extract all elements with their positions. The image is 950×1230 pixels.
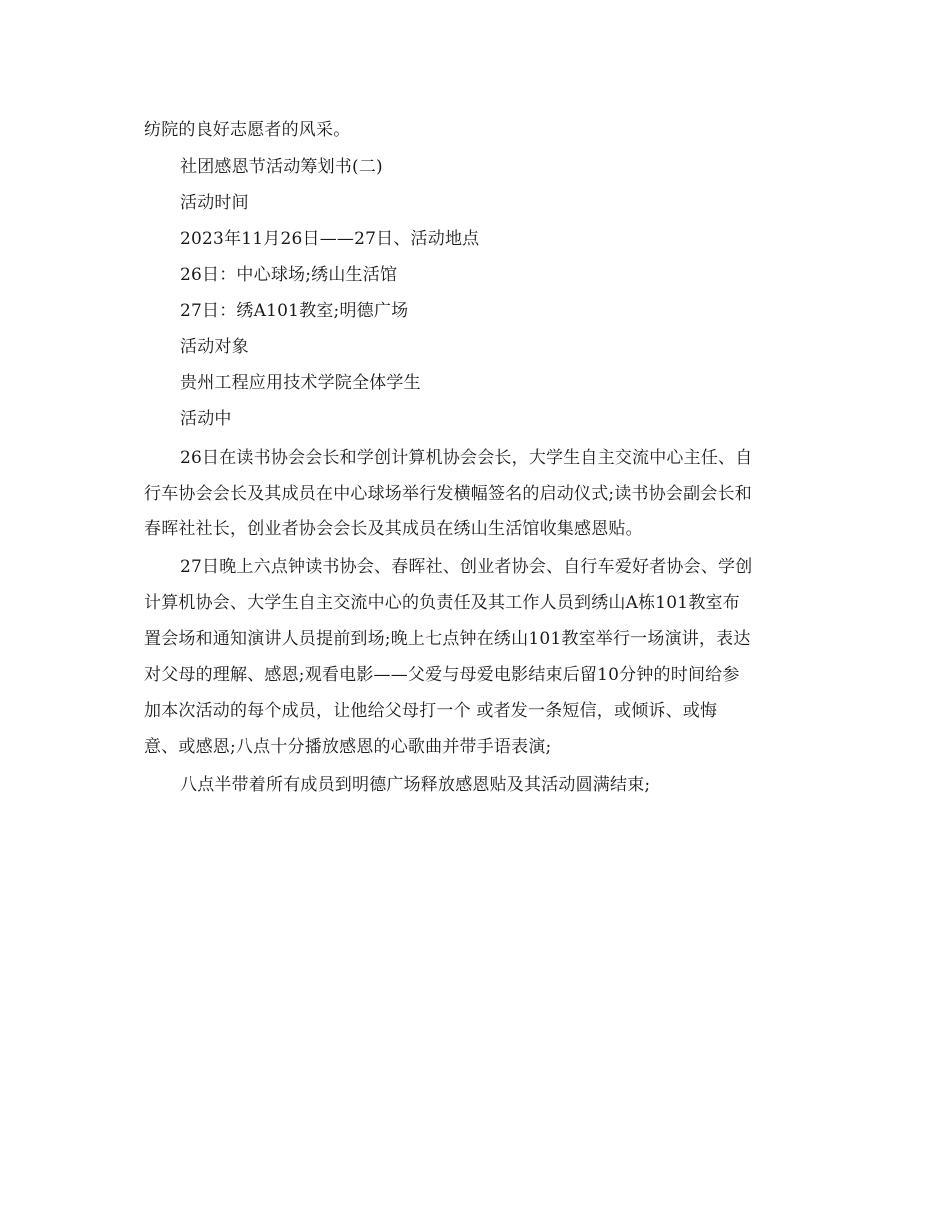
heading-activity: 活动中 — [180, 409, 232, 429]
text-line: 27日：绣A101教室;明德广场 — [180, 301, 409, 321]
paragraph-line: 八点半带着所有成员到明德广场释放感恩贴及其活动圆满结束; — [180, 775, 651, 795]
paragraph-line: 行车协会会长及其成员在中心球场举行发横幅签名的启动仪式;读书协会副会长和 — [144, 484, 752, 504]
text-line: 贵州工程应用技术学院全体学生 — [180, 373, 421, 393]
heading-time: 活动时间 — [180, 193, 249, 213]
text-line: 26日：中心球场;绣山生活馆 — [180, 265, 398, 285]
paragraph-line: 计算机协会、大学生自主交流中心的负责任及其工作人员到绣山A栋101教室布 — [144, 593, 740, 613]
section-title: 社团感恩节活动筹划书(二) — [180, 157, 383, 177]
paragraph-line: 26日在读书协会会长和学创计算机协会会长，大学生自主交流中心主任、自 — [180, 448, 753, 468]
paragraph-line: 对父母的理解、感恩;观看电影——父爱与母爱电影结束后留10分钟的时间给参 — [144, 665, 740, 685]
paragraph-line: 意、或感恩;八点十分播放感恩的心歌曲并带手语表演; — [144, 737, 552, 757]
heading-audience: 活动对象 — [180, 337, 249, 357]
paragraph-line: 置会场和通知演讲人员提前到场;晚上七点钟在绣山101教室举行一场演讲，表达 — [144, 629, 751, 649]
text-line: 2023年11月26日——27日、活动地点 — [180, 229, 480, 249]
text-line: 纺院的良好志愿者的风采。 — [144, 120, 351, 140]
paragraph-line: 春晖社社长，创业者协会会长及其成员在绣山生活馆收集感恩贴。 — [144, 519, 643, 539]
paragraph-line: 27日晚上六点钟读书协会、春晖社、创业者协会、自行车爱好者协会、学创 — [180, 557, 753, 577]
paragraph-line: 加本次活动的每个成员，让他给父母打一个 或者发一条短信，或倾诉、或悔 — [144, 701, 718, 721]
